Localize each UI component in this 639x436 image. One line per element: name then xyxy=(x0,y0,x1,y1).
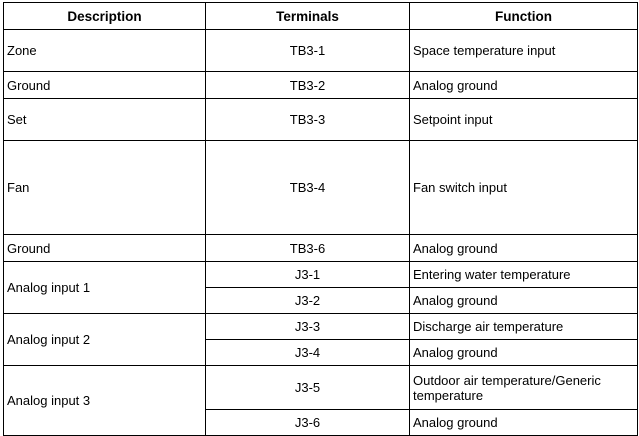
terminal-cell: J3-4 xyxy=(206,340,410,366)
description-cell: Fan xyxy=(4,141,206,235)
function-cell: Analog ground xyxy=(410,410,638,436)
function-cell: Outdoor air temperature/Generic temperature xyxy=(410,366,638,410)
function-cell: Analog ground xyxy=(410,288,638,314)
terminal-cell: J3-5 xyxy=(206,366,410,410)
description-cell: Set xyxy=(4,99,206,141)
terminal-cell: J3-2 xyxy=(206,288,410,314)
terminal-table xyxy=(3,2,638,436)
header-row xyxy=(4,3,638,30)
terminal-cell: TB3-2 xyxy=(206,72,410,99)
terminal-cell: TB3-4 xyxy=(206,141,410,235)
table-row xyxy=(4,141,638,235)
table-row xyxy=(4,235,638,262)
function-cell: Fan switch input xyxy=(410,141,638,235)
description-cell: Zone xyxy=(4,30,206,72)
header-terminals: Terminals xyxy=(206,3,410,30)
description-cell: Analog input 2 xyxy=(4,314,206,366)
table-row xyxy=(4,99,638,141)
header-description: Description xyxy=(4,3,206,30)
terminal-cell: J3-1 xyxy=(206,262,410,288)
table-row xyxy=(4,262,638,288)
terminal-cell: J3-3 xyxy=(206,314,410,340)
table-row xyxy=(4,72,638,99)
terminal-cell: TB3-6 xyxy=(206,235,410,262)
function-cell: Analog ground xyxy=(410,72,638,99)
description-cell: Ground xyxy=(4,235,206,262)
description-cell: Analog input 1 xyxy=(4,262,206,314)
description-cell: Ground xyxy=(4,72,206,99)
function-cell: Analog ground xyxy=(410,235,638,262)
function-cell: Entering water temperature xyxy=(410,262,638,288)
table-row xyxy=(4,30,638,72)
table-row xyxy=(4,314,638,340)
terminal-cell: TB3-1 xyxy=(206,30,410,72)
terminal-cell: TB3-3 xyxy=(206,99,410,141)
function-cell: Space temperature input xyxy=(410,30,638,72)
function-cell: Setpoint input xyxy=(410,99,638,141)
terminal-cell: J3-6 xyxy=(206,410,410,436)
function-cell: Analog ground xyxy=(410,340,638,366)
header-function: Function xyxy=(410,3,638,30)
table-row xyxy=(4,366,638,410)
description-cell: Analog input 3 xyxy=(4,366,206,436)
function-cell: Discharge air temperature xyxy=(410,314,638,340)
